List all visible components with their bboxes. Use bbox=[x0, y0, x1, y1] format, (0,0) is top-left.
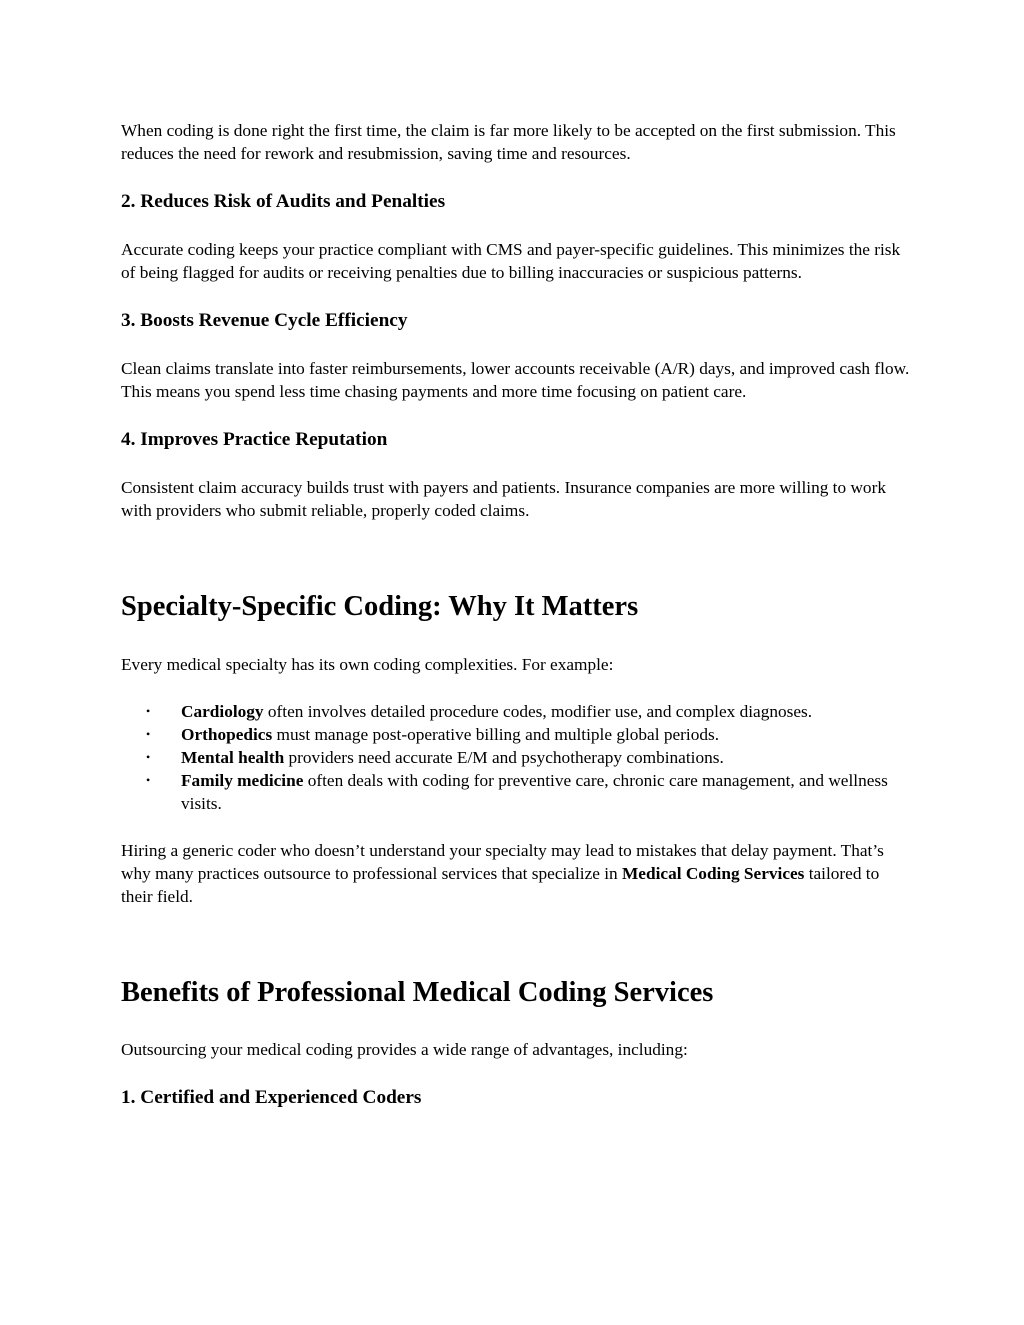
section-body-audits: Accurate coding keeps your practice compliant with CMS and payer-specific guidelines. This minimizes the risk of being flagged for audits or receiving penalties due to billing inaccuracies or suspicious patterns. bbox=[121, 240, 901, 282]
specialty-heading: Specialty-Specific Coding: Why It Matters bbox=[121, 591, 639, 622]
closing-tail: tailored to their field. bbox=[121, 864, 880, 906]
list-item-term: Mental health bbox=[181, 748, 285, 767]
list-item-term: Cardiology bbox=[181, 702, 264, 721]
benefits-intro: Outsourcing your medical coding provides a wide range of advantages, including: bbox=[121, 1040, 688, 1059]
benefits-subheading: 1. Certified and Experienced Coders bbox=[121, 1087, 422, 1108]
list-item bbox=[121, 723, 911, 746]
bullet-icon: • bbox=[146, 773, 151, 787]
list-item-term: Orthopedics bbox=[181, 725, 273, 744]
section-body-revenue: Clean claims translate into faster reimbursements, lower accounts receivable (A/R) days, and improved cash flow. This means you spend less time chasing payments and more time focusing on patient care. bbox=[121, 359, 910, 401]
bullet-icon: • bbox=[146, 727, 151, 741]
list-item bbox=[121, 769, 911, 815]
specialty-closing bbox=[121, 839, 911, 908]
list-item-text: often deals with coding for preventive care, chronic care management, and wellness visits. bbox=[181, 771, 888, 813]
benefits-heading: Benefits of Professional Medical Coding Services bbox=[121, 977, 714, 1008]
bullet-icon: • bbox=[146, 704, 151, 718]
closing-bold-term: Medical Coding Services bbox=[622, 864, 805, 883]
list-item-text: must manage post-operative billing and multiple global periods. bbox=[272, 725, 720, 744]
document-page bbox=[121, 119, 911, 1109]
section-body-reputation: Consistent claim accuracy builds trust with payers and patients. Insurance companies are more willing to work with providers who submit reliable, properly coded claims. bbox=[121, 478, 886, 520]
specialty-list bbox=[121, 700, 911, 815]
intro-paragraph: When coding is done right the first time, the claim is far more likely to be accepted on the first submission. This reduces the need for rework and resubmission, saving time and resources. bbox=[121, 121, 896, 163]
closing-text: Hiring a generic coder who doesn’t understand your specialty may lead to mistakes that delay payment. That’s why many practices outsource to professional services that specialize in bbox=[121, 841, 884, 883]
section-heading-reputation: 4. Improves Practice Reputation bbox=[121, 429, 388, 450]
section-heading-revenue: 3. Boosts Revenue Cycle Efficiency bbox=[121, 310, 408, 331]
list-item-text: providers need accurate E/M and psychotherapy combinations. bbox=[284, 748, 724, 767]
bullet-icon: • bbox=[146, 750, 151, 764]
section-heading-audits: 2. Reduces Risk of Audits and Penalties bbox=[121, 191, 446, 212]
specialty-intro: Every medical specialty has its own coding complexities. For example: bbox=[121, 655, 614, 674]
list-item-term: Family medicine bbox=[181, 771, 304, 790]
list-item bbox=[121, 700, 911, 723]
list-item bbox=[121, 746, 911, 769]
list-item-text: often involves detailed procedure codes, modifier use, and complex diagnoses. bbox=[263, 702, 813, 721]
